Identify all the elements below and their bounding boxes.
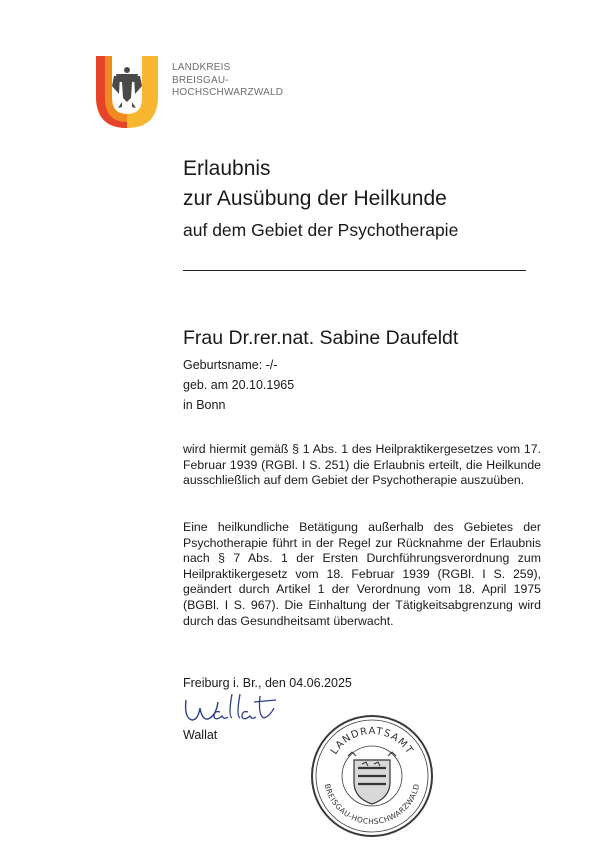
- handwritten-signature: [180, 690, 280, 730]
- place-and-date: Freiburg i. Br., den 04.06.2025: [183, 676, 352, 690]
- svg-text:LANDRATSAMT: LANDRATSAMT: [328, 725, 416, 757]
- birth-name: Geburtsname: -/-: [183, 358, 278, 372]
- document-title-line-1: Erlaubnis: [183, 157, 271, 180]
- birth-place: in Bonn: [183, 398, 226, 412]
- body-paragraph-2: Eine heilkundliche Betätigung außerhalb des Gebietes der Psychotherapie führt in der Regel zur Rücknahme der Erlaubnis nach § 7 Abs. 1 der Ersten Durchführungsverordnung zum Heilpraktikergesetz vom 18. Februar 1939 (RGBl. I S. 259), geändert durch Artikel 1 der Verordnung vom 18. April 1975 (BGBl. I S. 967). Die Einhaltung der Tätigkeitsabgrenzung wird durch das Gesundheitsamt überwacht.: [183, 520, 541, 628]
- organization-line-3: HOCHSCHWARZWALD: [172, 87, 284, 98]
- document-title-line-2: zur Ausübung der Heilkunde: [183, 187, 447, 210]
- body-paragraph-1: wird hiermit gemäß § 1 Abs. 1 des Heilpraktikergesetzes vom 17. Februar 1939 (RGBl. I S. 251) die Erlaubnis erteilt, die Heilkunde ausschließlich auf dem Gebiet der Psychotherapie auszuüben.: [183, 442, 541, 488]
- signer-name: Wallat: [183, 728, 218, 742]
- organization-line-1: LANDKREIS: [172, 62, 231, 73]
- official-seal-stamp: [308, 712, 436, 840]
- document-title-line-3: auf dem Gebiet der Psychotherapie: [183, 220, 459, 240]
- organization-name: [172, 62, 283, 100]
- organization-line-2: BREISGAU-: [172, 74, 229, 86]
- birth-date: geb. am 20.10.1965: [183, 378, 295, 392]
- recipient-name: Frau Dr.rer.nat. Sabine Daufeldt: [183, 327, 459, 349]
- title-divider: [183, 270, 526, 271]
- svg-text:BREISGAU-HOCHSCHWARZWALD: BREISGAU-HOCHSCHWARZWALD: [322, 782, 422, 827]
- baden-wuerttemberg-coat-of-arms-icon: [348, 752, 396, 804]
- landkreis-eagle-logo-icon: [92, 52, 162, 130]
